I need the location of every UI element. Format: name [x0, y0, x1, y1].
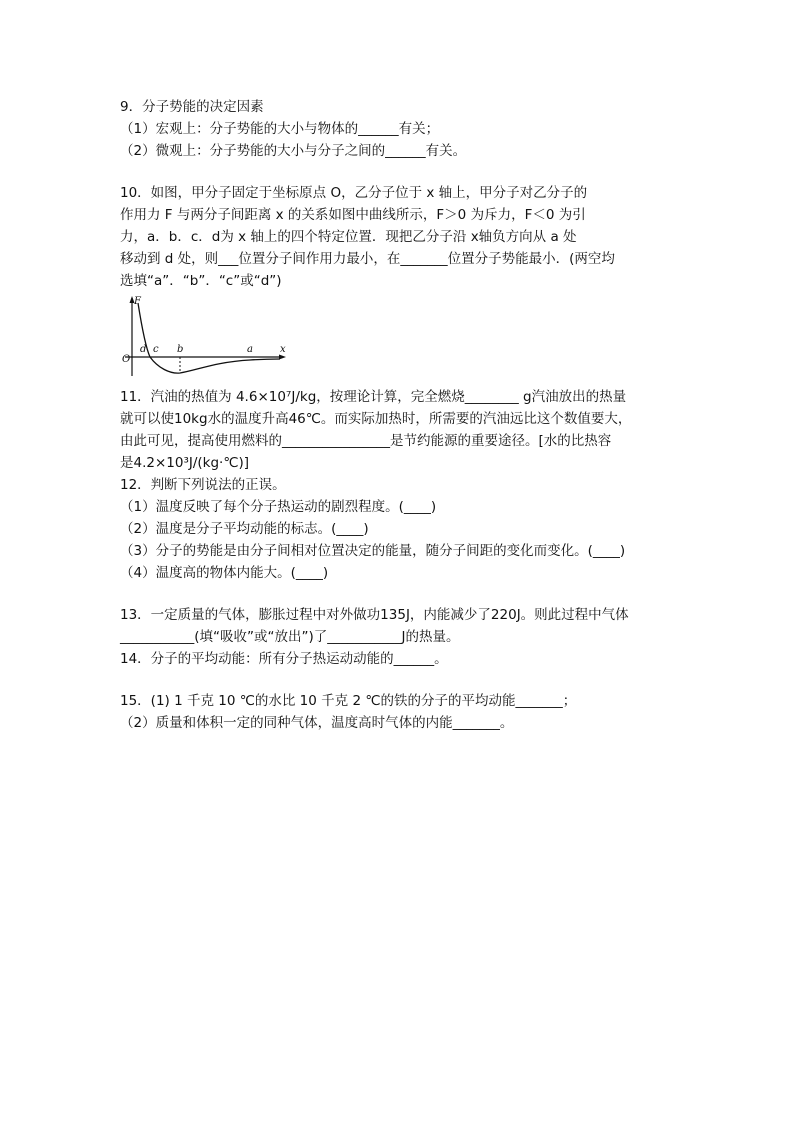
- question-12-part-4: （4）温度高的物体内能大。(____): [120, 565, 329, 581]
- question-10-line-3: 力，a．b．c．d为 x 轴上的四个特定位置．现把乙分子沿 x轴负方向从 a 处: [120, 229, 577, 245]
- question-10-line-4: 移动到 d 处，则___位置分子间作用力最小，在_______位置分子势能最小．(两空均: [120, 251, 615, 267]
- question-12: [120, 474, 700, 584]
- x-axis-label: x: [280, 344, 286, 355]
- question-11-line-1: 11．汽油的热值为 4.6×10⁷J/kg，按理论计算，完全燃烧________ g汽油放出的热量: [120, 389, 627, 405]
- question-15-part-2: （2）质量和体积一定的同种气体，温度高时气体的内能_______。: [120, 715, 514, 731]
- question-list: [120, 96, 700, 734]
- question-11-line-3: 由此可见，提高使用燃料的________________是节约能源的重要途径。[水的比热容: [120, 433, 612, 449]
- question-12-part-1: （1）温度反映了每个分子热运动的剧烈程度。(____): [120, 499, 437, 515]
- question-9-part-2: （2）微观上：分子势能的大小与分子之间的______有关。: [120, 143, 467, 159]
- question-11-line-4: 是4.2×10³J/(kg·℃)]: [120, 455, 250, 471]
- question-9-title: 9．分子势能的决定因素: [120, 99, 264, 115]
- question-11: [120, 386, 700, 474]
- question-9: [120, 96, 700, 162]
- force-distance-graph: [120, 294, 290, 380]
- question-14-line-1: 14．分子的平均动能：所有分子热运动动能的______。: [120, 651, 448, 667]
- force-curve: [138, 303, 280, 373]
- point-a-label: a: [247, 344, 253, 355]
- question-12-part-2: （2）温度是分子平均动能的标志。(____): [120, 521, 369, 537]
- point-b-label: b: [177, 344, 184, 355]
- question-13-line-1: 13．一定质量的气体，膨胀过程中对外做功135J，内能减少了220J。则此过程中气体: [120, 607, 629, 623]
- question-15: [120, 690, 700, 734]
- question-13-line-2: ___________(填“吸收”或“放出”)了___________J的热量。: [120, 629, 460, 645]
- question-11-line-2: 就可以使10kg水的温度升高46℃。而实际加热时，所需要的汽油远比这个数值要大，: [120, 411, 632, 427]
- question-10-line-5: 选填“a”．“b”．“c”或“d”): [120, 273, 282, 289]
- f-axis-label: F: [134, 296, 141, 307]
- question-10: [120, 182, 700, 386]
- question-14: [120, 648, 700, 670]
- question-12-part-3: （3）分子的势能是由分子间相对位置决定的能量，随分子间距的变化而变化。(____): [120, 543, 626, 559]
- question-10-line-2: 作用力 F 与两分子间距离 x 的关系如图中曲线所示，F＞0 为斥力，F＜0 为引: [120, 207, 586, 223]
- question-10-line-1: 10．如图，甲分子固定于坐标原点 O，乙分子位于 x 轴上，甲分子对乙分子的: [120, 185, 588, 201]
- origin-label: O: [122, 354, 131, 365]
- question-9-part-1: （1）宏观上：分子势能的大小与物体的______有关；: [120, 121, 440, 137]
- x-axis-arrow: [279, 355, 286, 360]
- question-15-part-1: 15．(1) 1 千克 10 ℃的水比 10 千克 2 ℃的铁的分子的平均动能_______；: [120, 693, 577, 709]
- point-c-label: c: [153, 344, 159, 355]
- question-12-title: 12．判断下列说法的正误。: [120, 477, 286, 493]
- question-13: [120, 604, 700, 648]
- point-d-label: d: [140, 344, 147, 355]
